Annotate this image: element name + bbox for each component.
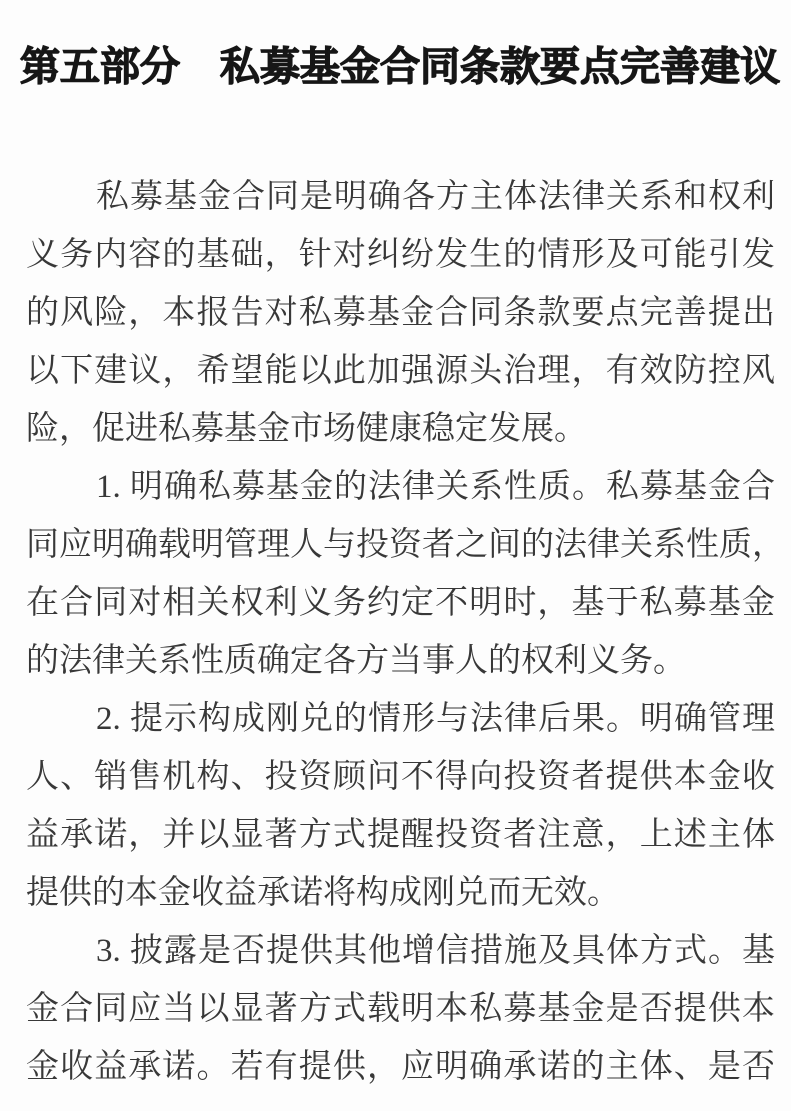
document-title: 第五部分 私募基金合同条款要点完善建议 [20, 44, 780, 89]
text-line: 在合同对相关权利义务约定不明时，基于私募基金 [26, 585, 775, 621]
text-line: 的法律关系性质确定各方当事人的权利义务。 [26, 643, 686, 679]
text-line: 人、销售机构、投资顾问不得向投资者提供本金收 [26, 759, 775, 795]
text-line: 3. 披露是否提供其他增信措施及具体方式。基 [96, 933, 775, 969]
paragraph [26, 168, 775, 458]
text-line: 义务内容的基础，针对纠纷发生的情形及可能引发 [26, 237, 775, 273]
text-line: 险，促进私募基金市场健康稳定发展。 [26, 411, 587, 447]
text-line: 2. 提示构成刚兑的情形与法律后果。明确管理 [96, 701, 775, 737]
text-line: 金收益承诺。若有提供，应明确承诺的主体、是否 [26, 1049, 775, 1085]
paragraph [26, 458, 785, 690]
text-line: 私募基金合同是明确各方主体法律关系和权利 [96, 179, 775, 215]
document-body [26, 168, 785, 1096]
text-line: 同应明确载明管理人与投资者之间的法律关系性质， [26, 527, 785, 563]
text-line: 1. 明确私募基金的法律关系性质。私募基金合 [96, 469, 775, 505]
text-line: 金合同应当以显著方式载明本私募基金是否提供本 [26, 991, 775, 1027]
text-line: 提供的本金收益承诺将构成刚兑而无效。 [26, 875, 620, 911]
text-line: 的风险，本报告对私募基金合同条款要点完善提出 [26, 295, 775, 331]
paragraph [26, 922, 775, 1096]
text-line: 益承诺，并以显著方式提醒投资者注意，上述主体 [26, 817, 775, 853]
paragraph [26, 690, 775, 922]
text-line: 以下建议，希望能以此加强源头治理，有效防控风 [26, 353, 775, 389]
